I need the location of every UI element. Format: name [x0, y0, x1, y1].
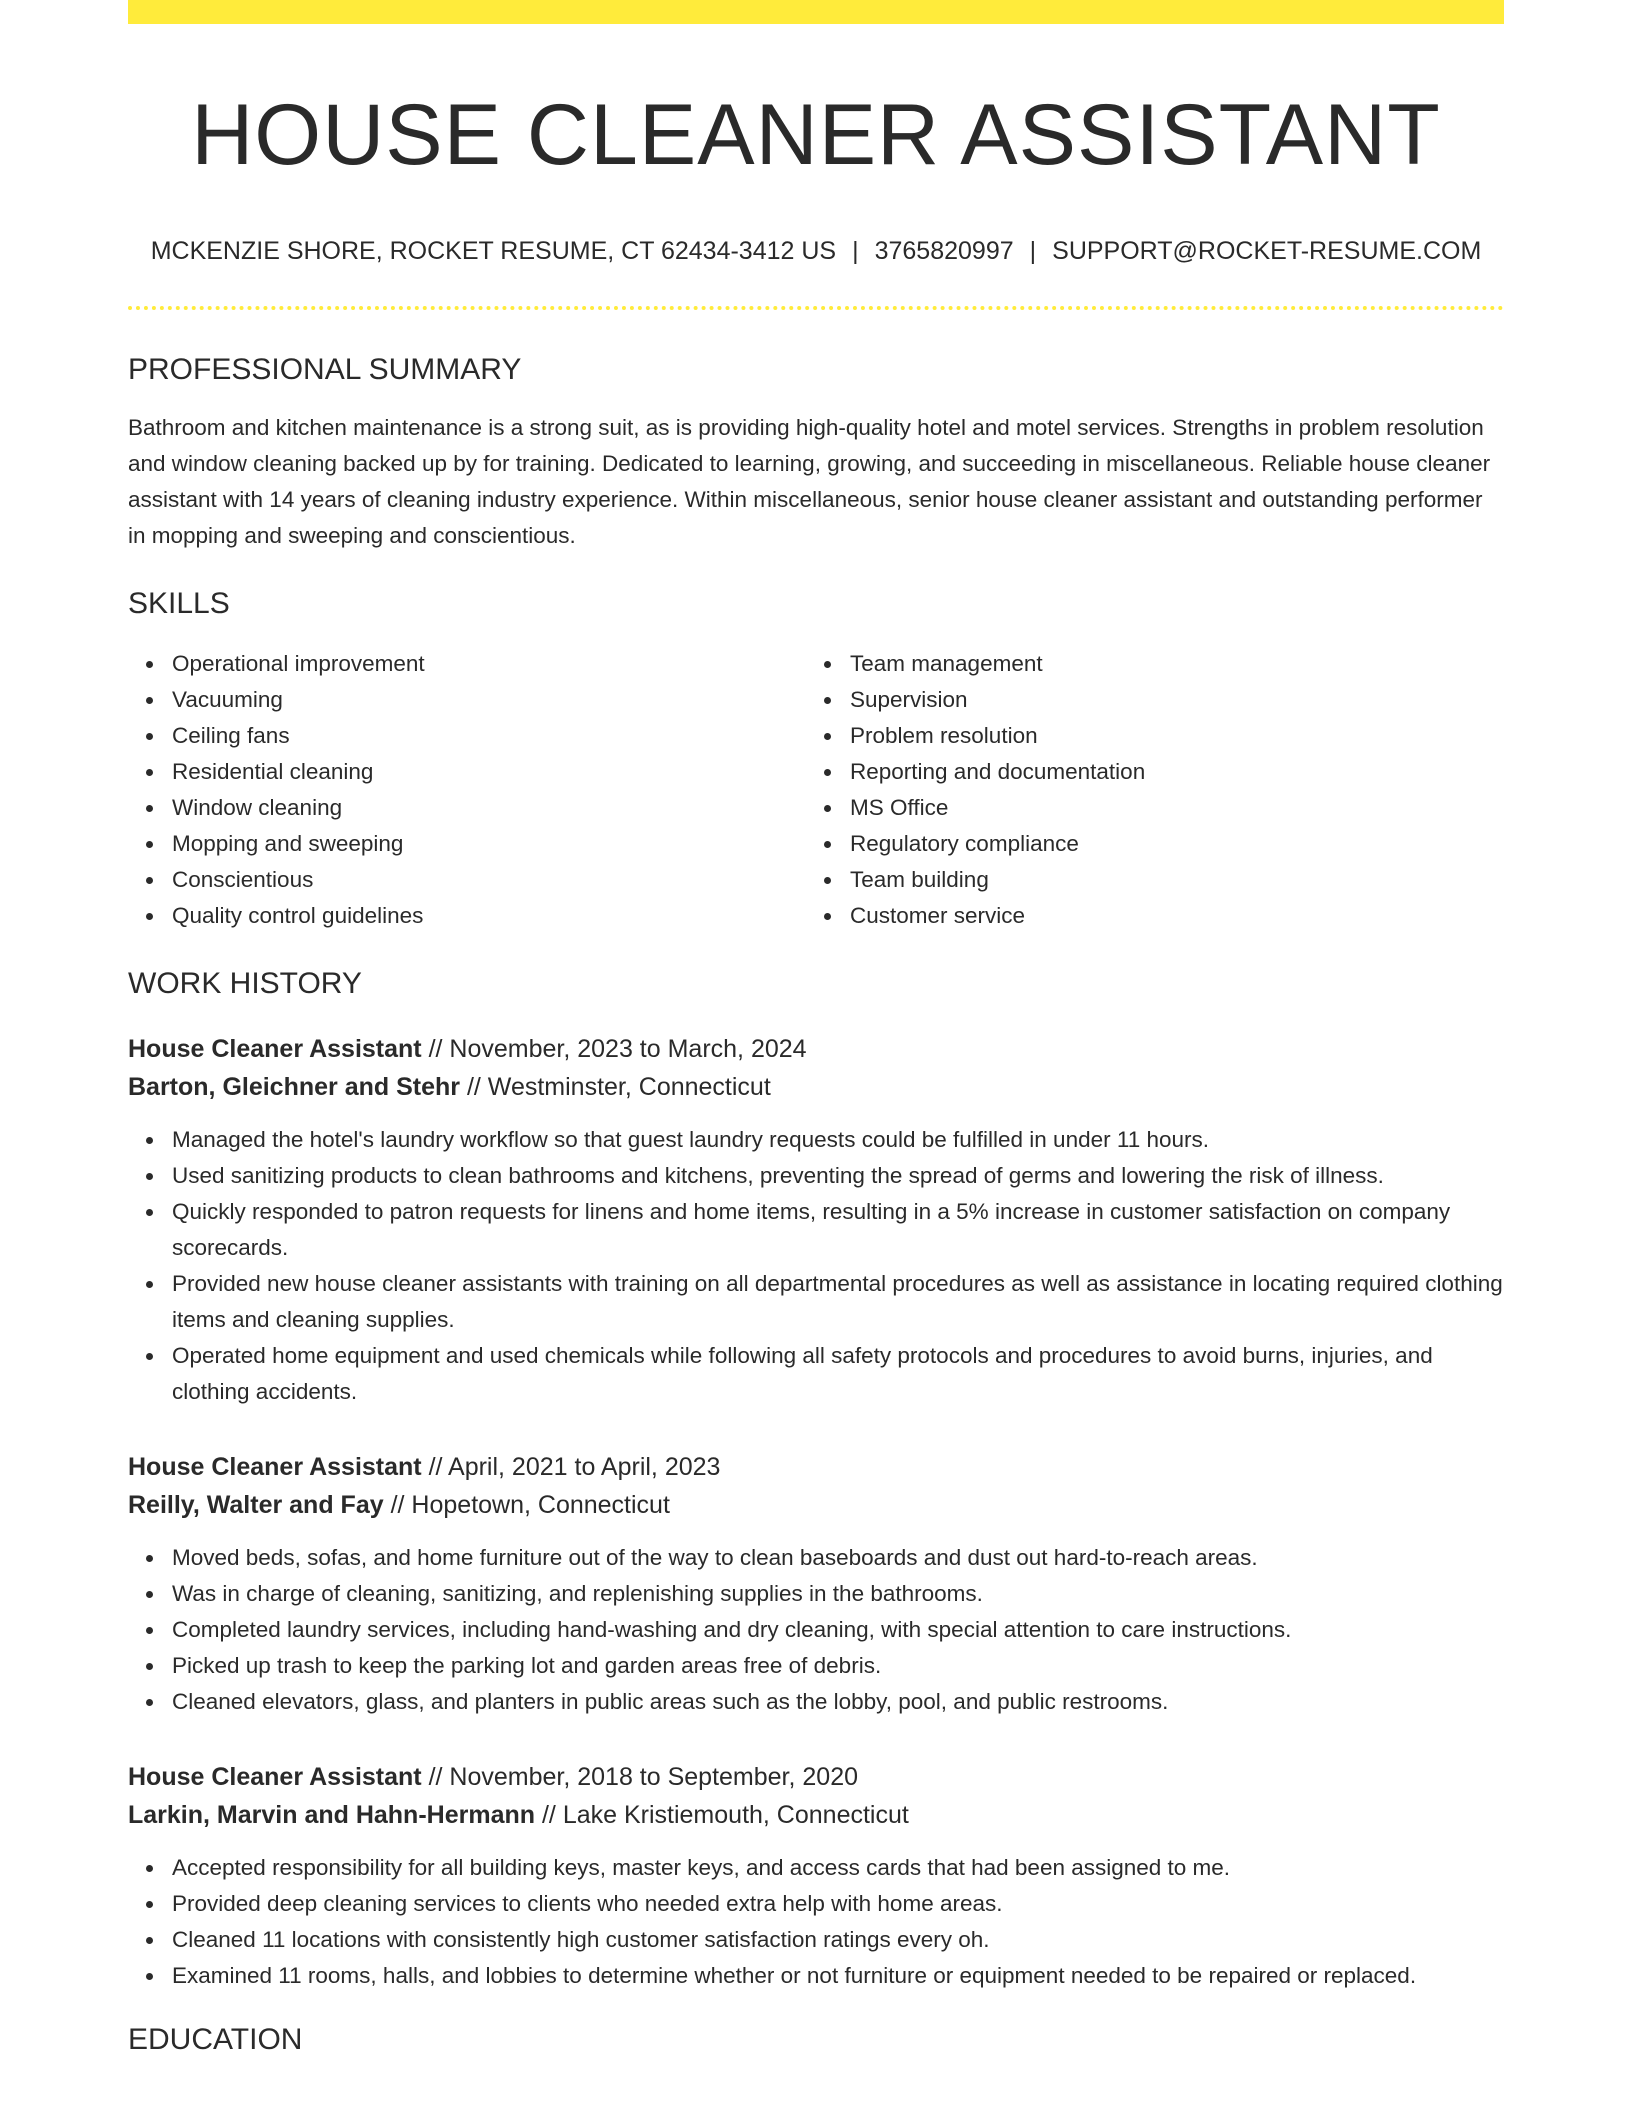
- job-title-line: [128, 1030, 1504, 1068]
- job-location: // Lake Kristiemouth, Connecticut: [535, 1800, 909, 1829]
- skills-list: [128, 646, 1504, 934]
- summary-heading: PROFESSIONAL SUMMARY: [128, 352, 522, 386]
- job-role: House Cleaner Assistant: [128, 1034, 422, 1063]
- job-bullet: Cleaned elevators, glass, and planters in public areas such as the lobby, pool, and public restrooms.: [172, 1684, 1504, 1720]
- job-company-line: [128, 1486, 1504, 1524]
- contact-separator: |: [1029, 237, 1037, 265]
- contact-phone: 3765820997: [874, 237, 1014, 265]
- job-bullet: Examined 11 rooms, halls, and lobbies to determine whether or not furniture or equipment needed to be repaired or replaced.: [172, 1958, 1504, 1994]
- job-bullet: Completed laundry services, including hand-washing and dry cleaning, with special attention to care instructions.: [172, 1612, 1504, 1648]
- skill-item: Window cleaning: [172, 790, 806, 826]
- job-bullet: Quickly responded to patron requests for linens and home items, resulting in a 5% increase in customer satisfaction on company scorecards.: [172, 1194, 1504, 1266]
- skill-item: Supervision: [850, 682, 1484, 718]
- job-dates: // November, 2018 to September, 2020: [421, 1762, 859, 1791]
- dotted-divider: [128, 306, 1504, 310]
- work-history-heading: WORK HISTORY: [128, 966, 362, 1000]
- contact-line: [128, 235, 1504, 268]
- skill-item: Team management: [850, 646, 1484, 682]
- resume-page: [128, 0, 1504, 2058]
- job-role: House Cleaner Assistant: [128, 1452, 422, 1481]
- job-company: Barton, Gleichner and Stehr: [128, 1072, 461, 1101]
- job-dates: // November, 2023 to March, 2024: [421, 1034, 807, 1063]
- job-bullet: Operated home equipment and used chemicals while following all safety protocols and procedures to avoid burns, injuries, and clothing accidents.: [172, 1338, 1504, 1410]
- job-dates: // April, 2021 to April, 2023: [421, 1452, 721, 1481]
- job-bullet: Accepted responsibility for all building keys, master keys, and access cards that had been assigned to me.: [172, 1850, 1504, 1886]
- job-bullet: Provided deep cleaning services to clients who needed extra help with home areas.: [172, 1886, 1504, 1922]
- skill-item: Regulatory compliance: [850, 826, 1484, 862]
- contact-email: SUPPORT@ROCKET-RESUME.COM: [1052, 237, 1482, 265]
- job-bullets: [128, 1850, 1504, 1994]
- job-company-line: [128, 1068, 1504, 1106]
- job-title-line: [128, 1758, 1504, 1796]
- skill-item: Team building: [850, 862, 1484, 898]
- job-company-line: [128, 1796, 1504, 1834]
- skill-item: Problem resolution: [850, 718, 1484, 754]
- job-location: // Westminster, Connecticut: [460, 1072, 771, 1101]
- skills-column-left: [128, 646, 806, 934]
- resume-title: HOUSE CLEANER ASSISTANT: [191, 87, 1441, 183]
- accent-bar: [128, 0, 1504, 24]
- summary-text: Bathroom and kitchen maintenance is a strong suit, as is providing high-quality hotel and motel services. Strengths in problem resolution and window cleaning backed up by for training. Dedicated to learning, growing, and succeeding in miscellaneous. Reliable house cleaner assistant with 14 years of cleaning industry experience. Within miscellaneous, senior house cleaner assistant and outstanding performer in mopping and sweeping and conscientious.: [128, 414, 1491, 548]
- skills-column-right: [806, 646, 1484, 934]
- skill-item: MS Office: [850, 790, 1484, 826]
- job-bullet: Moved beds, sofas, and home furniture out of the way to clean baseboards and dust out hard-to-reach areas.: [172, 1540, 1504, 1576]
- job-company: Larkin, Marvin and Hahn-Hermann: [128, 1800, 536, 1829]
- skill-item: Reporting and documentation: [850, 754, 1484, 790]
- job-location: // Hopetown, Connecticut: [383, 1490, 670, 1519]
- skill-item: Customer service: [850, 898, 1484, 934]
- job-bullet: Managed the hotel's laundry workflow so that guest laundry requests could be fulfilled in under 11 hours.: [172, 1122, 1504, 1158]
- job-bullets: [128, 1540, 1504, 1720]
- job-bullet: Provided new house cleaner assistants with training on all departmental procedures as well as assistance in locating required clothing items and cleaning supplies.: [172, 1266, 1504, 1338]
- skill-item: Residential cleaning: [172, 754, 806, 790]
- job-bullet: Used sanitizing products to clean bathrooms and kitchens, preventing the spread of germs and lowering the risk of illness.: [172, 1158, 1504, 1194]
- skill-item: Conscientious: [172, 862, 806, 898]
- skill-item: Operational improvement: [172, 646, 806, 682]
- job-company: Reilly, Walter and Fay: [128, 1490, 384, 1519]
- contact-separator: |: [852, 237, 859, 265]
- job-bullet: Cleaned 11 locations with consistently high customer satisfaction ratings every oh.: [172, 1922, 1504, 1958]
- job-role: House Cleaner Assistant: [128, 1762, 422, 1791]
- skill-item: Ceiling fans: [172, 718, 806, 754]
- skill-item: Mopping and sweeping: [172, 826, 806, 862]
- job-bullet: Picked up trash to keep the parking lot and garden areas free of debris.: [172, 1648, 1504, 1684]
- job-entry: [128, 1448, 1504, 1720]
- job-title-line: [128, 1448, 1504, 1486]
- job-bullet: Was in charge of cleaning, sanitizing, and replenishing supplies in the bathrooms.: [172, 1576, 1504, 1612]
- job-entry: [128, 1758, 1504, 1994]
- contact-address: MCKENZIE SHORE, ROCKET RESUME, CT 62434-3412 US: [150, 237, 837, 265]
- skill-item: Vacuuming: [172, 682, 806, 718]
- job-bullets: [128, 1122, 1504, 1410]
- job-entry: [128, 1030, 1504, 1410]
- skills-heading: SKILLS: [128, 586, 230, 620]
- skill-item: Quality control guidelines: [172, 898, 806, 934]
- education-heading: EDUCATION: [128, 2022, 303, 2056]
